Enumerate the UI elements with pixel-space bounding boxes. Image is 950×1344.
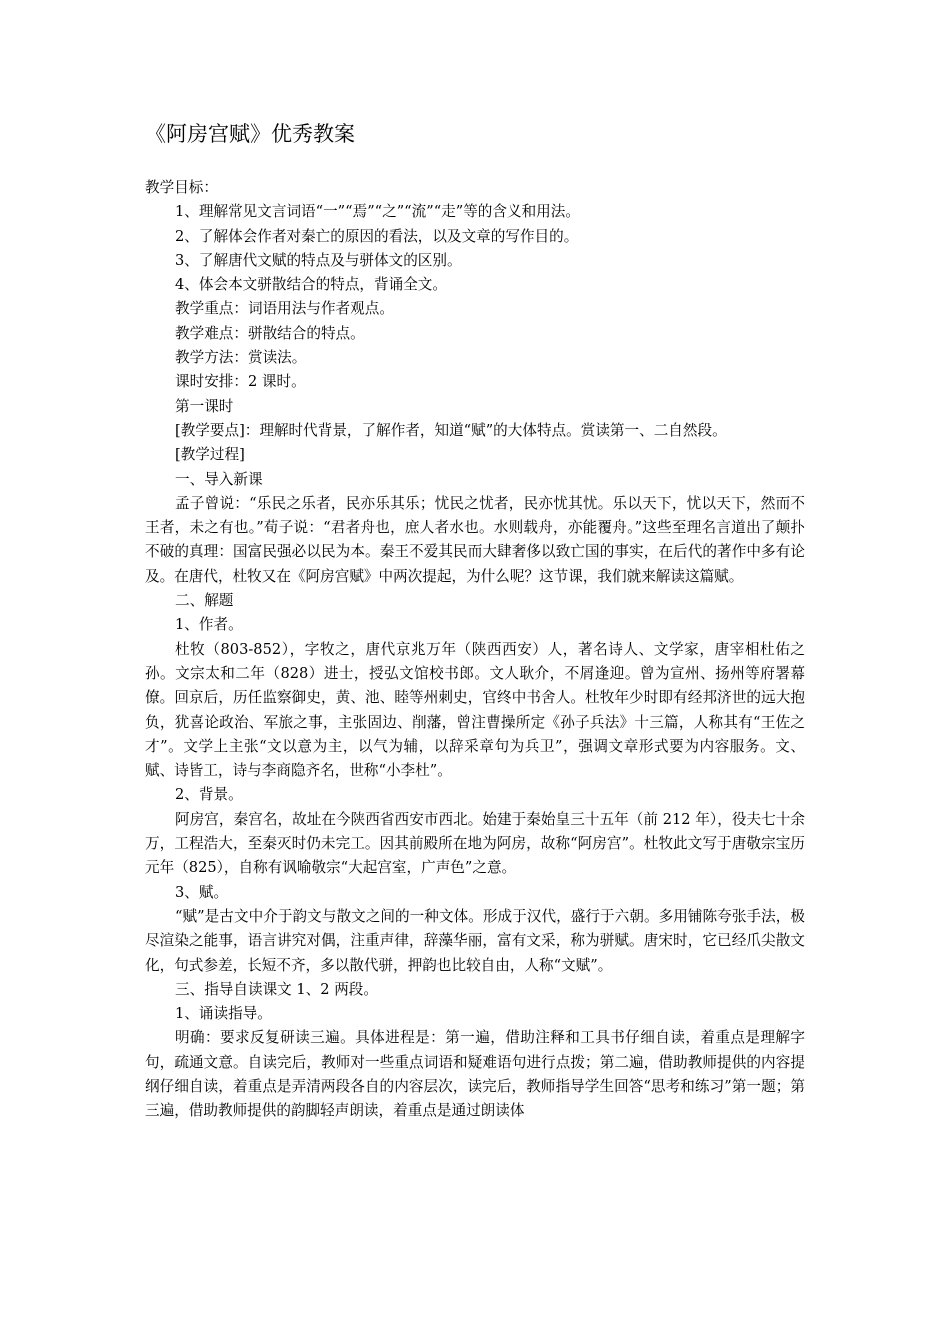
paragraph: 孟子曾说：“乐民之乐者，民亦乐其乐；忧民之忧者，民亦忧其忧。乐以天下，忧以天下，然而不王者，未之有也。”荀子说：“君者舟也，庶人者水也。水则载舟，亦能覆舟。”这些至理名言道出了颠扑不破的真理：国富民强必以民为本。秦王不爱其民而大肆奢侈以致亡国的事实，在后代的著作中多有论及。在唐代，杜牧又在《阿房宫赋》中两次提起，为什么呢？这节课，我们就来解读这篇赋。 (145, 494, 805, 585)
paragraph: 三、指导自读课文 1、2 两段。 (175, 980, 378, 998)
paragraph: 阿房宫，秦宫名，故址在今陕西省西安市西北。始建于秦始皇三十五年（前 212 年），役夫七十余万，工程浩大，至秦灭时仍未完工。因其前殿所在地为阿房，故称“阿房宫”。杜牧此文写于唐敬宗宝历元年（825），自称有讽喻敬宗“大起宫室，广声色”之意。 (145, 810, 805, 877)
paragraph: 明确：要求反复研读三遍。具体进程是：第一遍，借助注释和工具书仔细自读，着重点是理解字句，疏通文意。自读完后，教师对一些重点词语和疑难语句进行点拨；第二遍，借助教师提供的内容提纲仔细自读，着重点是弄清两段各自的内容层次，读完后，教师指导学生回答“思考和练习”第一题；第三遍，借助教师提供的韵脚轻声朗读，着重点是通过朗读体 (145, 1029, 805, 1120)
paragraph: 1、理解常见文言词语“一”“焉”“之”“流”“走”等的含义和用法。 (175, 203, 580, 221)
paragraph: 3、赋。 (175, 883, 229, 901)
paragraph: 杜牧（803-852），字牧之，唐代京兆万年（陕西西安）人，著名诗人、文学家，唐宰相杜佑之孙。文宗太和二年（828）进士，授弘文馆校书郎。文人耿介，不屑逢迎。曾为宣州、扬州等府署幕僚。回京后，历任监察御史，黄、池、睦等州刺史，官终中书舍人。杜牧年少时即有经邦济世的远大抱负，犹喜论政治、军旅之事，主张固边、削藩，曾注曹操所定《孙子兵法》十三篇，人称其有“王佐之才”。文学上主张“文以意为主，以气为辅，以辞采章句为兵卫”，强调文章形式要为内容服务。文、赋、诗皆工，诗与李商隐齐名，世称“小李杜”。 (145, 640, 805, 780)
paragraph: 2、了解体会作者对秦亡的原因的看法，以及文章的写作目的。 (175, 227, 579, 245)
paragraph: 第一课时 (175, 397, 234, 415)
paragraph: 教学难点：骈散结合的特点。 (175, 324, 365, 342)
paragraph: 教学方法：赏读法。 (175, 349, 307, 367)
paragraph: 教学重点：词语用法与作者观点。 (175, 300, 394, 318)
paragraph: 2、背景。 (175, 786, 243, 804)
paragraph: 课时安排：2 课时。 (175, 373, 306, 391)
paragraph: “赋”是古文中介于韵文与散文之间的一种文体。形成于汉代，盛行于六朝。多用铺陈夸张手法，极尽渲染之能事，语言讲究对偶，注重声律，辞藻华丽，富有文采，称为骈赋。唐宋时，它已经爪尖散文化，句式参差，长短不齐，多以散代骈，押韵也比较自由，人称“文赋”。 (145, 907, 805, 974)
paragraph: 一、导入新课 (175, 470, 263, 488)
paragraph: 1、作者。 (175, 616, 243, 634)
paragraph: 教学目标： (145, 179, 218, 196)
document-title: 《阿房宫赋》优秀教案 (145, 122, 355, 146)
document-body (145, 176, 805, 1124)
paragraph: 二、解题 (175, 592, 234, 610)
paragraph: 4、体会本文骈散结合的特点，背诵全文。 (175, 276, 447, 294)
paragraph: 3、了解唐代文赋的特点及与骈体文的区别。 (175, 251, 462, 269)
paragraph: [教学过程] (175, 446, 245, 464)
paragraph: [教学要点]：理解时代背景，了解作者，知道“赋”的大体特点。赏读第一、二自然段。 (175, 421, 727, 439)
paragraph: 1、诵读指导。 (175, 1005, 272, 1023)
